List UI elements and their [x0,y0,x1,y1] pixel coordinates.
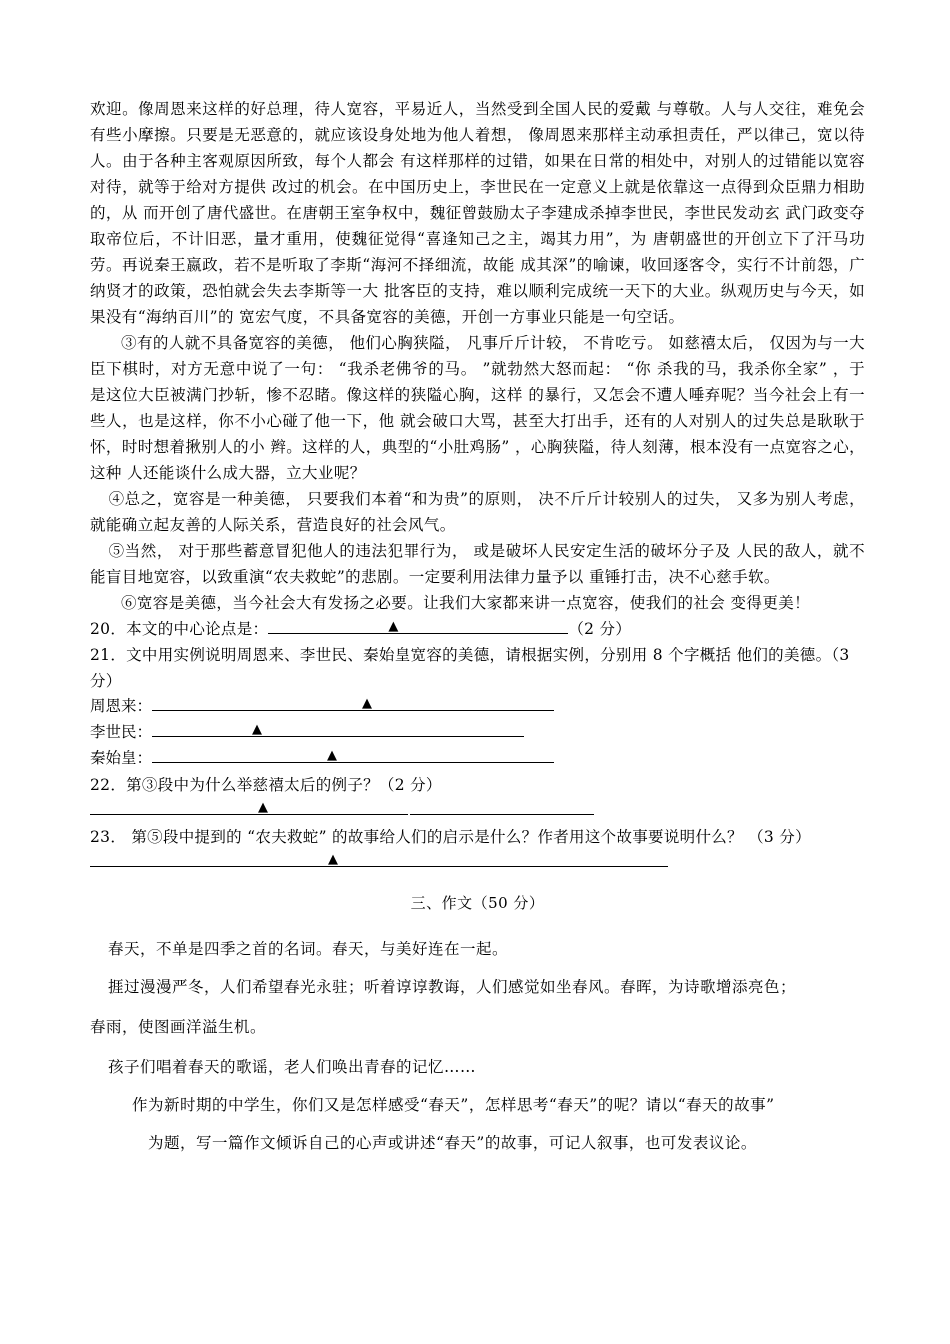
answer-marker-icon: ▲ [258,800,268,815]
answer-marker-icon: ▲ [388,619,399,634]
answer-row-li [90,720,865,746]
essay-heading: 三、作文（50 分） [410,894,545,912]
answer-blank-li[interactable] [152,720,524,737]
article-paragraph-6: ⑥宽容是美德，当今社会大有发扬之必要。让我们大家都来讲一点宽容，使我们的社会 变得更美！ [121,594,811,612]
label-zhou-enlai: 周恩来： [90,697,153,715]
question-23: 23． 第⑤段中提到的 “农夫救蛇” 的故事给人们的启示是什么？作者用这个故事要说明什么？ （3 分） [90,828,811,846]
essay-prompt-line-1: 春天，不单是四季之首的名词。春天，与美好连在一起。 [108,940,509,958]
answer-row-qin [90,746,865,772]
answer-marker-icon: ▲ [252,722,263,737]
label-li-shimin: 李世民： [90,723,153,741]
article-paragraph-5: ⑤当然， 对于那些蓄意冒犯他人的违法犯罪行为， 或是破坏人民安定生活的破坏分子及 人民的敌人，就不能盲目地宽容，以致重演“农夫救蛇”的悲剧。一定要利用法律力量予以 重锤打击，决不心慈手软。 [90,542,865,586]
question-20-prefix: 20．本文的中心论点是： [90,620,269,638]
answer-marker-icon: ▲ [362,696,373,711]
answer-blank-22-extra[interactable] [410,798,594,815]
answer-row-22 [90,798,865,824]
essay-prompt-line-2: 捱过漫漫严冬，人们希望春光永驻；听着谆谆教诲，人们感觉如坐春风。春晖，为诗歌增添亮色； [108,978,797,996]
essay-prompt-line-3: 春雨，使图画洋溢生机。 [90,1018,267,1036]
answer-blank-20[interactable] [268,617,568,634]
answer-blank-23[interactable] [90,850,668,867]
answer-blank-22[interactable] [90,798,408,815]
article-paragraph-4: ④总之，宽容是一种美德， 只要我们本着“和为贵”的原则， 决不斤斤计较别人的过失， 又多为别人考虑，就能确立起友善的人际关系，营造良好的社会风气。 [90,490,865,534]
exam-page [90,96,865,1156]
article-paragraph-2: 欢迎。像周恩来这样的好总理，待人宽容，平易近人，当然受到全国人民的爱戴 与尊敬。人与人交往，难免会有些小摩擦。只要是无恶意的，就应该设身处地为他人着想， 像周恩来那样主动承担责任，严以律己，宽以待人。由于各种主客观原因所致，每个人都会 有这样那样的过错，如果在日常的相处中，对别人的过错能以宽容对待，就等于给对方提供 改过的机会。在中国历史上，李世民在一定意义上就是依靠这一点得到众臣鼎力相助的，从 而开创了唐代盛世。在唐朝王室争权中，魏征曾鼓励太子李建成杀掉李世民，李世民发动玄 武门政变夺取帝位后，不计旧恶，量才重用，使魏征觉得“喜逢知己之主，竭其力用”，为 唐朝盛世的开创立下了汗马功劳。再说秦王嬴政，若不是听取了李斯“海河不择细流，故能 成其深”的喻谏，收回逐客令，实行不计前怨，广纳贤才的政策，恐怕就会失去李斯等一大 批客臣的支持，难以顺利完成统一天下的大业。纵观历史与今天，如果没有“海纳百川”的 宽宏气度，不具备宽容的美德，开创一方事业只能是一句空话。 [90,100,865,326]
label-qin-shihuang: 秦始皇： [90,749,153,767]
answer-blank-qin[interactable] [152,746,554,763]
answer-row-zhou [90,694,865,720]
question-22: 22．第③段中为什么举慈禧太后的例子？（2 分） [90,776,442,794]
answer-marker-icon: ▲ [327,748,338,763]
essay-prompt-line-6: 为题，写一篇作文倾诉自己的心声或讲述“春天”的故事，可记人叙事，也可发表议论。 [148,1134,757,1152]
question-20-score: （2 分） [568,620,632,638]
question-21: 21．文中用实例说明周恩来、李世民、秦始皇宽容的美德，请根据实例，分别用 8 个字概括 他们的美德。（3分） [90,646,850,690]
answer-blank-zhou[interactable] [152,694,554,711]
essay-section [90,890,865,1156]
answer-row-23 [90,850,865,876]
article-paragraph-3: ③有的人就不具备宽容的美德， 他们心胸狭隘， 凡事斤斤计较， 不肯吃亏。 如慈禧太后， 仅因为与一大臣下棋时，对方无意中说了一句： “我杀老佛爷的马。 ”就勃然大怒而起： “你 杀我的马，我杀你全家” ，于是这位大臣被满门抄斩，惨不忍睹。像这样的狭隘心胸，这样 的暴行，又怎会不遭人唾弃呢？当今社会上有一些人，也是这样，你不小心碰了他一下，他 就会破口大骂，甚至大打出手，还有的人对别人的过失总是耿耿于怀，时时想着揪别人的小 辫。这样的人，典型的“小肚鸡肠” ，心胸狭隘，待人刻薄，根本没有一点宽容之心，这种 人还能谈什么成大器，立大业呢？ [90,334,865,482]
question-20 [90,616,865,642]
essay-prompt-line-4: 孩子们唱着春天的歌谣，老人们唤出青春的记忆…… [108,1058,477,1076]
essay-prompt-line-5: 作为新时期的中学生，你们又是怎样感受“春天”，怎样思考“春天”的呢？请以“春天的故事” [132,1096,775,1114]
answer-marker-icon: ▲ [328,852,338,867]
